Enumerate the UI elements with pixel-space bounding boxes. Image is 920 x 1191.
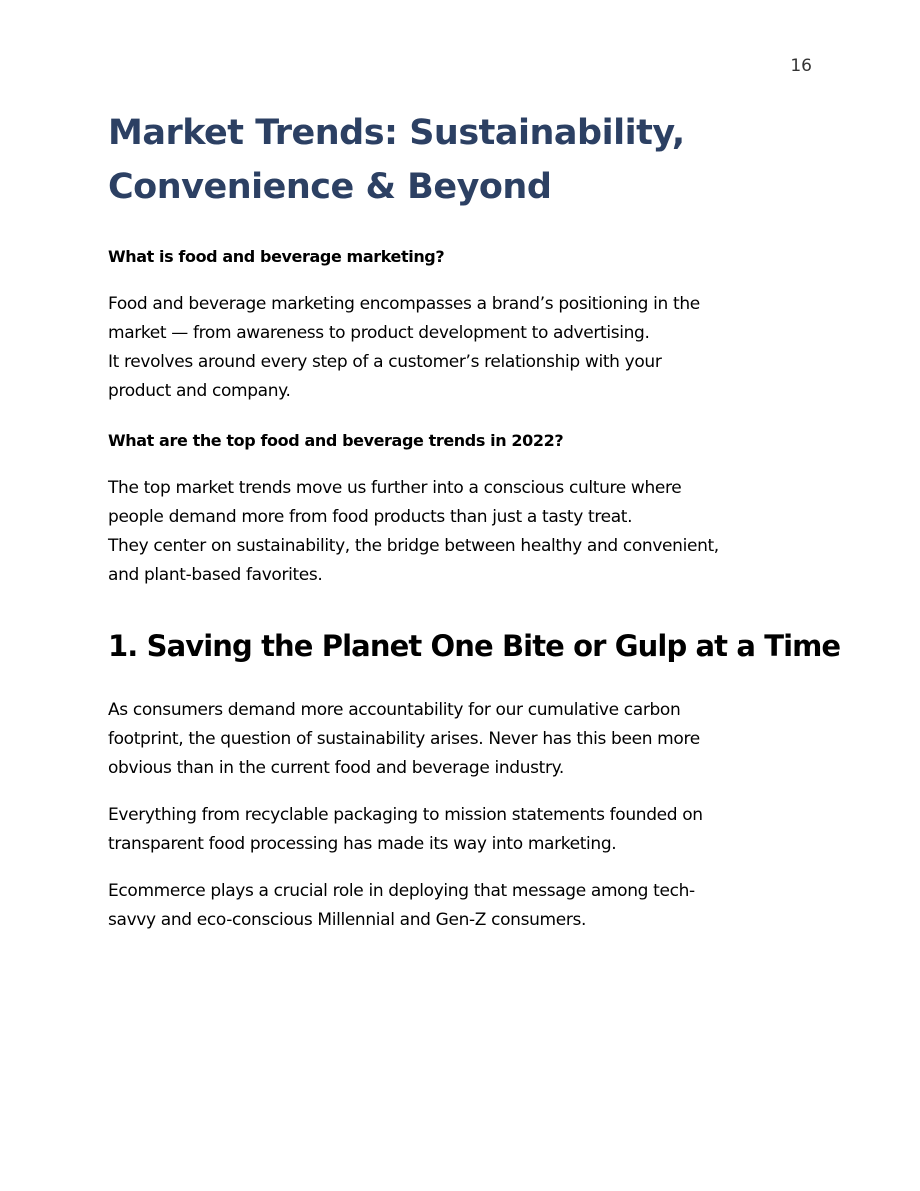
section-paragraph-3-line: savvy and eco-conscious Millennial and Gen-Z consumers. <box>108 910 587 930</box>
section-paragraph-1 <box>108 696 820 783</box>
section-heading: 1. Saving the Planet One Bite or Gulp at a Time <box>108 629 841 663</box>
faq-answer-2-line: people demand more from food products than just a tasty treat. <box>108 507 633 527</box>
faq-question-2: What are the top food and beverage trends in 2022? <box>108 431 564 450</box>
faq-answer-2-line: and plant-based favorites. <box>108 565 323 585</box>
faq-answer-2 <box>108 474 820 590</box>
page-title-line-2: Convenience & Beyond <box>108 167 552 207</box>
page-title-line-1: Market Trends: Sustainability, <box>108 113 685 153</box>
section-paragraph-2 <box>108 801 820 859</box>
faq-answer-1-line: product and company. <box>108 381 291 401</box>
section-paragraph-2-line: Everything from recyclable packaging to mission statements founded on <box>108 805 703 825</box>
faq-question-1: What is food and beverage marketing? <box>108 247 445 266</box>
section-paragraph-1-line: obvious than in the current food and beverage industry. <box>108 758 564 778</box>
page-content <box>108 106 841 935</box>
faq-answer-1 <box>108 290 820 406</box>
faq-answer-1-line: It revolves around every step of a customer’s relationship with your <box>108 352 662 372</box>
faq-answer-2-line: They center on sustainability, the bridge between healthy and convenient, <box>108 536 719 556</box>
section-paragraph-1-line: As consumers demand more accountability for our cumulative carbon <box>108 700 681 720</box>
section-paragraph-1-line: footprint, the question of sustainability arises. Never has this been more <box>108 729 700 749</box>
faq-answer-2-line: The top market trends move us further into a conscious culture where <box>108 478 682 498</box>
page-title <box>108 106 820 214</box>
page-number: 16 <box>790 56 812 76</box>
section-paragraph-3-line: Ecommerce plays a crucial role in deploying that message among tech- <box>108 881 695 901</box>
faq-answer-1-line: Food and beverage marketing encompasses a brand’s positioning in the <box>108 294 700 314</box>
faq-answer-1-line: market — from awareness to product development to advertising. <box>108 323 650 343</box>
section-paragraph-2-line: transparent food processing has made its way into marketing. <box>108 834 617 854</box>
section-paragraph-3 <box>108 877 820 935</box>
